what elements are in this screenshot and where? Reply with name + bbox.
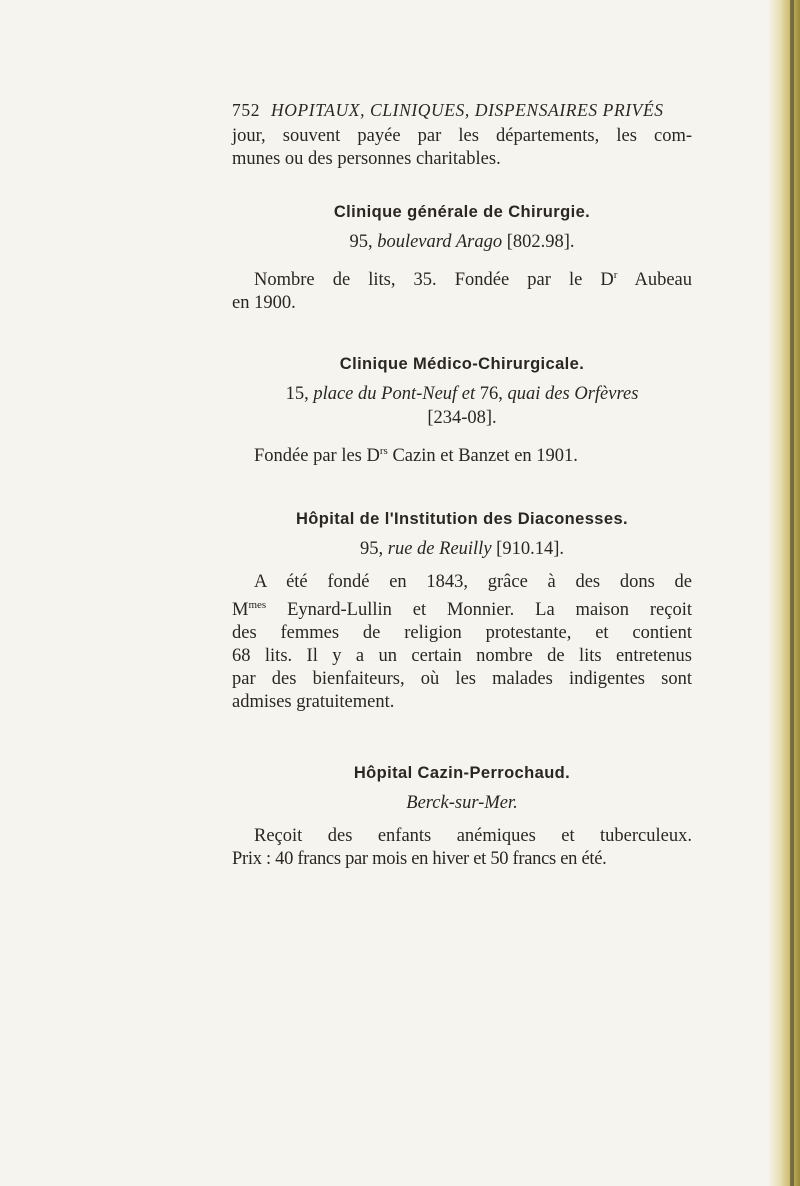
- entry-description-line2: Prix : 40 francs par mois en hiver et 50 francs en été.: [232, 849, 607, 870]
- entry-description: [232, 264, 692, 292]
- desc-sup: mes: [248, 599, 267, 612]
- address-street: boulevard Arago: [377, 232, 503, 252]
- desc-text: Eynard-Lullin et Monnier. La maison reçoit: [266, 600, 692, 621]
- entry-description-line2: en 1900.: [232, 293, 296, 314]
- address-street: rue de Reuilly: [387, 539, 492, 560]
- entry-description-line1: A été fondé en 1843, grâce à des dons de: [254, 572, 692, 593]
- desc-sup: rs: [379, 445, 388, 458]
- entry-address: [232, 791, 692, 815]
- entry-description-line6: admises gratuitement.: [232, 692, 395, 713]
- desc-text: M: [232, 600, 249, 621]
- entry-title-diaconesses: Hôpital de l'Institution des Diaconesses.: [295, 510, 629, 529]
- entry-description-line4: 68 lits. Il y a un certain nombre de lits entretenus: [232, 646, 692, 667]
- page-edge-shadow: [790, 0, 794, 1186]
- desc-sup: r: [613, 269, 618, 281]
- address-street: Berck-sur-Mer.: [406, 793, 518, 814]
- address-number: 76,: [479, 384, 503, 405]
- desc-text: Fondée par les D: [254, 446, 380, 467]
- address-phone: [910.14].: [496, 539, 564, 560]
- intro-line-1: jour, souvent payée par les départements, les com-: [232, 126, 692, 146]
- address-number: 95,: [360, 539, 384, 560]
- running-header: [232, 100, 692, 121]
- running-title: HOPITAUX, CLINIQUES, DISPENSAIRES PRIVÉS: [271, 100, 664, 120]
- entry-address: [232, 230, 692, 254]
- entry-description-line3: des femmes de religion protestante, et contient: [232, 623, 692, 644]
- page-edge: [768, 0, 800, 1186]
- address-street: quai des Orfèvres: [507, 384, 639, 405]
- desc-text: Cazin et Banzet en 1901.: [387, 446, 578, 467]
- address-number: 95,: [349, 232, 373, 252]
- page-number: 752: [232, 100, 261, 120]
- entry-description-line1: Reçoit des enfants anémiques et tuberculeux.: [254, 826, 692, 847]
- entry-address: [232, 382, 692, 430]
- address-phone: [802.98].: [506, 232, 575, 252]
- entry-description: [232, 440, 692, 468]
- intro-line-2: munes ou des personnes charitables.: [232, 149, 501, 169]
- desc-text: Aubeau: [617, 270, 693, 291]
- entry-address: [232, 537, 692, 561]
- entry-description-line5: par des bienfaiteurs, où les malades indigentes sont: [232, 669, 692, 690]
- address-number: 15,: [285, 384, 309, 405]
- address-phone: [234-08].: [427, 408, 497, 429]
- desc-text: Nombre de lits, 35. Fondée par le D: [254, 270, 614, 291]
- entry-title-cazin-perrochaud: Hôpital Cazin-Perrochaud.: [353, 764, 571, 783]
- entry-description-line2: [232, 594, 692, 622]
- entry-title-clinique-generale: Clinique générale de Chirurgie.: [333, 203, 591, 221]
- page-content: [232, 100, 692, 871]
- address-street: place du Pont-Neuf et: [313, 384, 476, 405]
- entry-title-clinique-medico-chirurgicale: Clinique Médico-Chirurgicale.: [339, 355, 585, 374]
